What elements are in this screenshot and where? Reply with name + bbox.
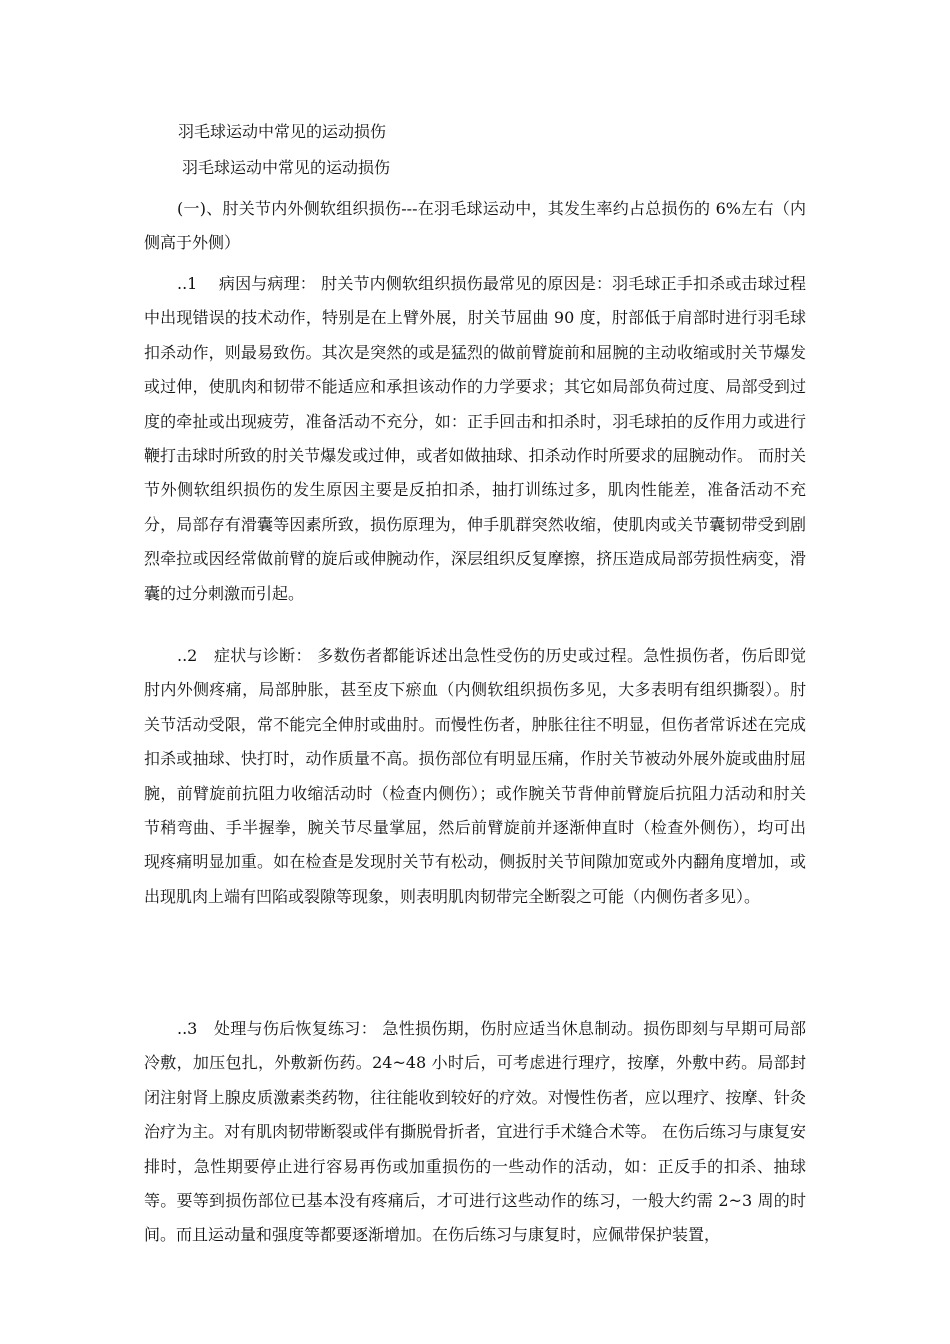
cause-pathology-paragraph: ..1 病因与病理： 肘关节内侧软组织损伤最常见的原因是：羽毛球正手扣杀或击球过程中出现错误的技术动作，特别是在上臂外展，肘关节屈曲 90 度，肘部低于肩部时进行羽毛球扣杀动作，则最易致伤。其次是突然的或是猛烈的做前臂旋前和屈腕的主动收缩或肘关节爆发或过伸，使肌肉和韧带不能适应和承担该动作的力学要求；其它如局部负荷过度、局部受到过度的牵扯或出现疲劳，准备活动不充分，如：正手回击和扣杀时，羽毛球拍的反作用力或进行鞭打击球时所致的肘关节爆发或过伸，或者如做抽球、扣杀动作时所要求的屈腕动作。 而肘关节外侧软组织损伤的发生原因主要是反拍扣杀，抽打训练过多，肌肉性能差，准备活动不充分，局部存有滑囊等因素所致，损伤原理为，伸手肌群突然收缩，使肌肉或关节囊韧带受到剧烈牵拉或因经常做前臂的旋后或伸腕动作，深层组织反复摩擦，挤压造成局部劳损性病变，滑囊的过分刺激而引起。 [144,274,806,603]
document-subtitle: 羽毛球运动中常见的运动损伤 [182,158,391,177]
symptoms-diagnosis-paragraph: ..2 症状与诊断： 多数伤者都能诉述出急性受伤的历史或过程。急性损伤者，伤后即觉肘内外侧疼痛，局部肿胀，甚至皮下瘀血（内侧软组织损伤多见，大多表明有组织撕裂）。肘关节活动受限，常不能完全伸肘或曲肘。而慢性伤者，肿胀往往不明显，但伤者常诉述在完成扣杀或抽球、快打时，动作质量不高。损伤部位有明显压痛，作肘关节被动外展外旋或曲肘屈腕，前臂旋前抗阻力收缩活动时（检查内侧伤）；或作腕关节背伸前臂旋后抗阻力活动和肘关节稍弯曲、手半握拳，腕关节尽量掌屈，然后前臂旋前并逐渐伸直时（检查外侧伤），均可出现疼痛明显加重。如在检查是发现肘关节有松动，侧扳肘关节间隙加宽或外内翻角度增加，或出现肌肉上端有凹陷或裂隙等现象，则表明肌肉韧带完全断裂之可能（内侧伤者多见）。 [144,646,806,906]
treatment-recovery-paragraph: ..3 处理与伤后恢复练习： 急性损伤期，伤肘应适当休息制动。损伤即刻与早期可局部冷敷，加压包扎，外敷新伤药。24~48 小时后，可考虑进行理疗，按摩，外敷中药。局部封闭注射肾上腺皮质激素类药物，往往能收到较好的疗效。对慢性伤者，应以理疗、按摩、针灸治疗为主。对有肌肉韧带断裂或伴有撕脱骨折者，宜进行手术缝合术等。 在伤后练习与康复安排时，急性期要停止进行容易再伤或加重损伤的一些动作的活动，如：正反手的扣杀、抽球等。要等到损伤部位已基本没有疼痛后，才可进行这些动作的练习，一般大约需 2~3 周的时间。而且运动量和强度等都要逐渐增加。在伤后练习与康复时，应佩带保护装置， [144,1019,806,1245]
intro-paragraph: (一)、肘关节内外侧软组织损伤---在羽毛球运动中，其发生率约占总损伤的 6%左右（内侧高于外侧） [144,199,806,253]
document-title: 羽毛球运动中常见的运动损伤 [178,122,387,141]
